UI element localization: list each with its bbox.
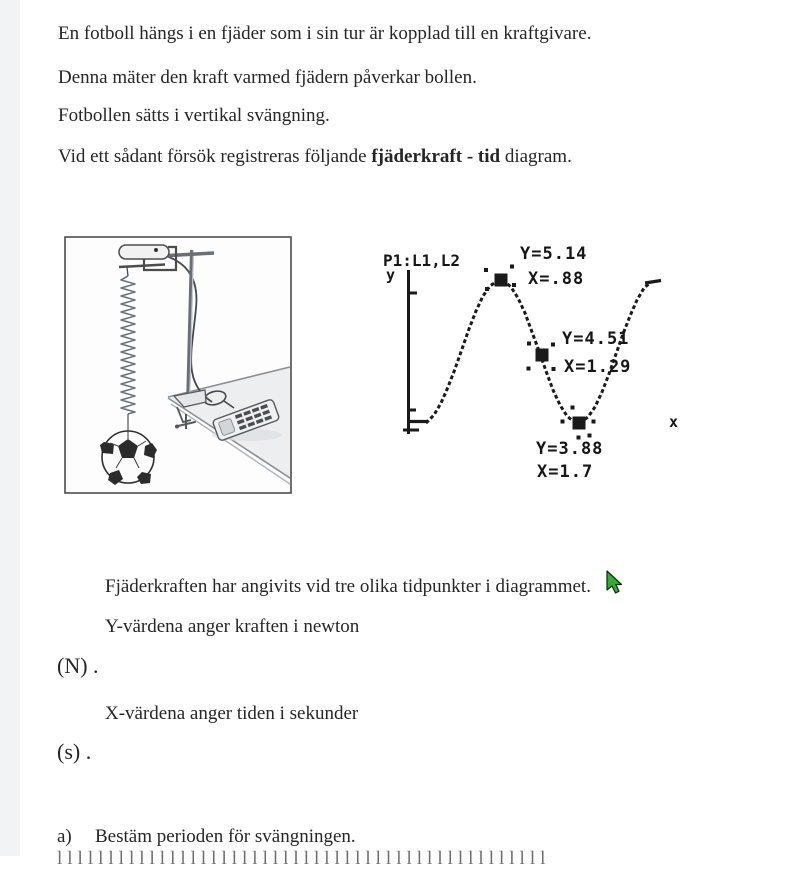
trace-label-y3: Y=3.88 [536, 439, 604, 459]
intro-line-4 [58, 146, 572, 168]
intro-line-2: Denna mäter den kraft varmed fjädern påverkar bollen. [58, 67, 477, 88]
question-a-text: Bestäm perioden för svängningen. [95, 826, 356, 847]
trace-label-x3: X=1.7 [537, 462, 594, 482]
left-gutter [0, 0, 20, 856]
intro-line-4-suffix: diagram. [500, 146, 572, 167]
trace-marker-max [484, 265, 516, 292]
body-line-2: Y-värdena anger kraften i newton [105, 616, 360, 637]
plot-header-label: P1:L1,L2 [383, 251, 461, 270]
intro-line-4-bold: fjäderkraft - tid [371, 146, 501, 167]
mouse-cursor-icon [605, 570, 625, 594]
intro-line-1: En fotboll hängs i en fjäder som i sin tur är kopplad till en kraftgivare. [58, 23, 592, 44]
body-line-3: (N) . [57, 653, 99, 678]
apparatus-figure [64, 236, 292, 494]
plot-x-axis-label: x [669, 413, 679, 431]
body-line-1: Fjäderkraften har angivits vid tre olika tidpunkter i diagrammet. [105, 576, 591, 597]
body-line-4: X-värdena anger tiden i sekunder [105, 703, 359, 724]
body-line-5: (s) . [57, 739, 92, 764]
trace-marker-min [561, 406, 596, 440]
trace-label-y1: Y=5.14 [520, 244, 588, 264]
question-a-label: a) [57, 826, 72, 847]
trace-marker-mid [527, 342, 556, 372]
trace-label-x2: X=1.29 [564, 357, 632, 377]
intro-line-3: Fotbollen sätts i vertikal svängning. [58, 105, 330, 126]
question-a [57, 826, 356, 848]
intro-line-4-prefix: Vid ett sådant försök registreras följande [58, 146, 372, 167]
plot-y-axis-label: y [386, 266, 396, 284]
trace-label-x1: X=.88 [528, 269, 585, 289]
plot-y-axis [403, 270, 419, 434]
trace-label-y2: Y=4.51 [562, 329, 630, 349]
clipped-next-line-top: llllllllllllllllllllllllllllllllllllllllllllllll [57, 848, 551, 869]
